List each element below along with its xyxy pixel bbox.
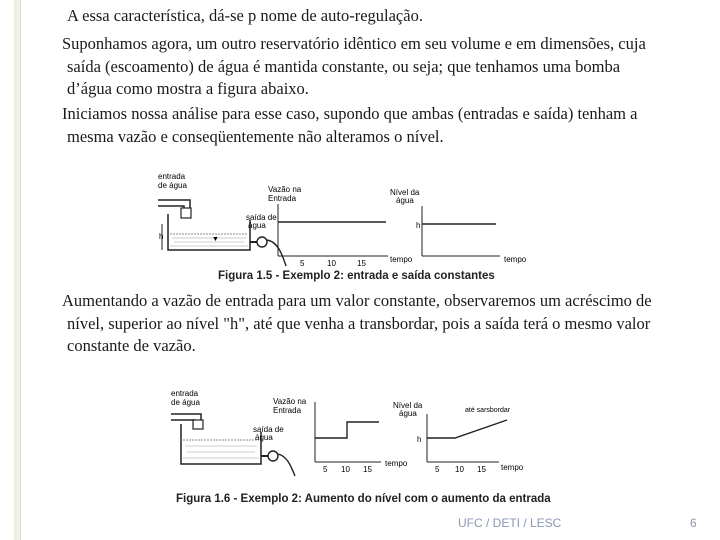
paragraph-line: saída (escoamento) de água é mantida constante, ou seja; que tenhamos uma bomba — [67, 56, 621, 76]
flow-axis-label: Entrada — [273, 406, 302, 415]
outlet-label: água — [248, 221, 266, 230]
tick-label: 15 — [363, 465, 372, 474]
flow-axis-label: Vazão na — [268, 185, 302, 194]
page-number: 6 — [690, 516, 697, 530]
level-h-label: h — [417, 435, 422, 444]
paragraph-line: Iniciamos nossa análise para esse caso, supondo que ambas (entradas e saída) tenham a — [62, 104, 638, 123]
overflow-label: até sarsbordar — [465, 407, 511, 414]
tick-label: 15 — [477, 465, 486, 474]
left-decorative-rule — [14, 0, 21, 540]
paragraph-line: d’água como mostra a figura abaixo. — [67, 79, 309, 98]
inlet-label: entrada — [171, 389, 199, 398]
figure-1-svg — [150, 170, 540, 270]
paragraph-line: nível, superior ao nível "h", até que venha a transbordar, pois a saída terá o mesmo valor — [67, 313, 651, 333]
paragraph-increase-flow — [62, 290, 708, 358]
inlet-label: de água — [158, 181, 187, 190]
outlet-label: água — [255, 433, 273, 442]
outlet-label: saída de — [246, 213, 277, 222]
figure-2-diagram — [165, 382, 545, 478]
paragraph-autoregulation — [62, 5, 708, 28]
level-axis-label: Nível da — [393, 401, 423, 410]
time-axis-label: tempo — [501, 463, 524, 472]
paragraph-line: constante de vazão. — [67, 336, 196, 355]
time-axis-label: tempo — [385, 459, 408, 468]
tick-label: 5 — [435, 465, 440, 474]
tick-label: 15 — [357, 259, 366, 268]
level-h-label: h — [416, 221, 421, 230]
time-axis-label: tempo — [504, 255, 527, 264]
paragraph-line: A essa característica, dá-se p nome de auto-regulação. — [67, 6, 423, 25]
time-axis-label: tempo — [390, 255, 413, 264]
flow-axis-label: Entrada — [268, 194, 297, 203]
paragraph-line: mesma vazão e conseqüentemente não alteramos o nível. — [67, 126, 444, 146]
level-axis-label: água — [399, 409, 417, 418]
paragraph-analysis — [62, 103, 708, 148]
tick-label: 10 — [455, 465, 464, 474]
footer-source: UFC / DETI / LESC — [458, 516, 562, 530]
figure-1-diagram — [150, 170, 540, 270]
figure-2-caption: Figura 1.6 - Exemplo 2: Aumento do nível com o aumento da entrada — [176, 493, 551, 505]
svg-text:▼: ▼ — [212, 236, 219, 243]
tick-label: 5 — [323, 465, 328, 474]
outlet-label: saída de — [253, 425, 284, 434]
paragraph-second-reservoir — [62, 33, 708, 101]
paragraph-line: Aumentando a vazão de entrada para um valor constante, observaremos um acréscimo de — [62, 291, 652, 310]
flow-axis-label: Vazão na — [273, 397, 307, 406]
pump-icon — [268, 451, 278, 461]
level-axis-label: Nível da — [390, 188, 420, 197]
tick-label: 10 — [341, 465, 350, 474]
paragraph-line: Suponhamos agora, um outro reservatório idêntico em seu volume e em dimensões, cuja — [62, 34, 646, 53]
tank-h-label: h — [159, 232, 164, 241]
figure-1-caption: Figura 1.5 - Exemplo 2: entrada e saída constantes — [218, 270, 495, 282]
figure-2-svg — [165, 382, 545, 478]
tick-label: 10 — [327, 259, 336, 268]
tick-label: 5 — [300, 259, 305, 268]
inlet-label: de água — [171, 398, 200, 407]
inlet-label: entrada — [158, 172, 186, 181]
pump-icon — [257, 237, 267, 247]
level-axis-label: água — [396, 196, 414, 205]
